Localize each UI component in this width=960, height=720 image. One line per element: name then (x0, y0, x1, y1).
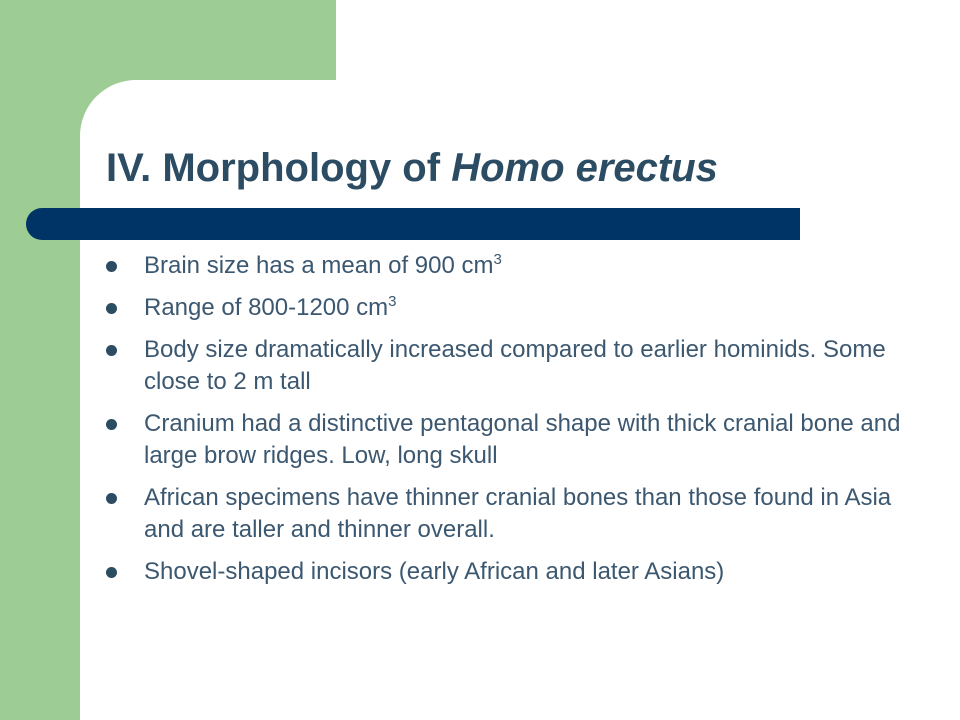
bullet-dot-icon (106, 345, 117, 356)
title-species-name: Homo erectus (451, 146, 718, 190)
bullet-item (106, 556, 936, 588)
bullet-item (106, 334, 936, 398)
bullet-dot-icon (106, 567, 117, 578)
bullet-item (106, 250, 936, 282)
superscript: 3 (388, 293, 397, 310)
bullet-dot-icon (106, 419, 117, 430)
slide-title (106, 138, 718, 198)
superscript: 3 (493, 251, 502, 268)
bullet-dot-icon (106, 261, 117, 272)
bullet-text: Cranium had a distinctive pentagonal shape with thick cranial bone and large brow ridges. Low, long skull (144, 410, 901, 469)
title-prefix: IV. Morphology of (106, 146, 452, 190)
bullet-dot-icon (106, 303, 117, 314)
bullet-item (106, 408, 936, 472)
bullet-dot-icon (106, 493, 117, 504)
bullet-text: Brain size has a mean of 900 cm (144, 252, 494, 279)
bullet-text: Range of 800-1200 cm (144, 294, 389, 321)
bullet-item (106, 292, 936, 324)
title-underline-bar (26, 208, 800, 240)
bullet-item (106, 482, 936, 546)
bullet-text: Body size dramatically increased compared to earlier hominids. Some close to 2 m tall (144, 336, 886, 395)
bullet-list (106, 250, 936, 598)
bullet-text: Shovel-shaped incisors (early African and later Asians) (144, 558, 725, 585)
bullet-text: African specimens have thinner cranial bones than those found in Asia and are taller and thinner overall. (144, 484, 892, 543)
